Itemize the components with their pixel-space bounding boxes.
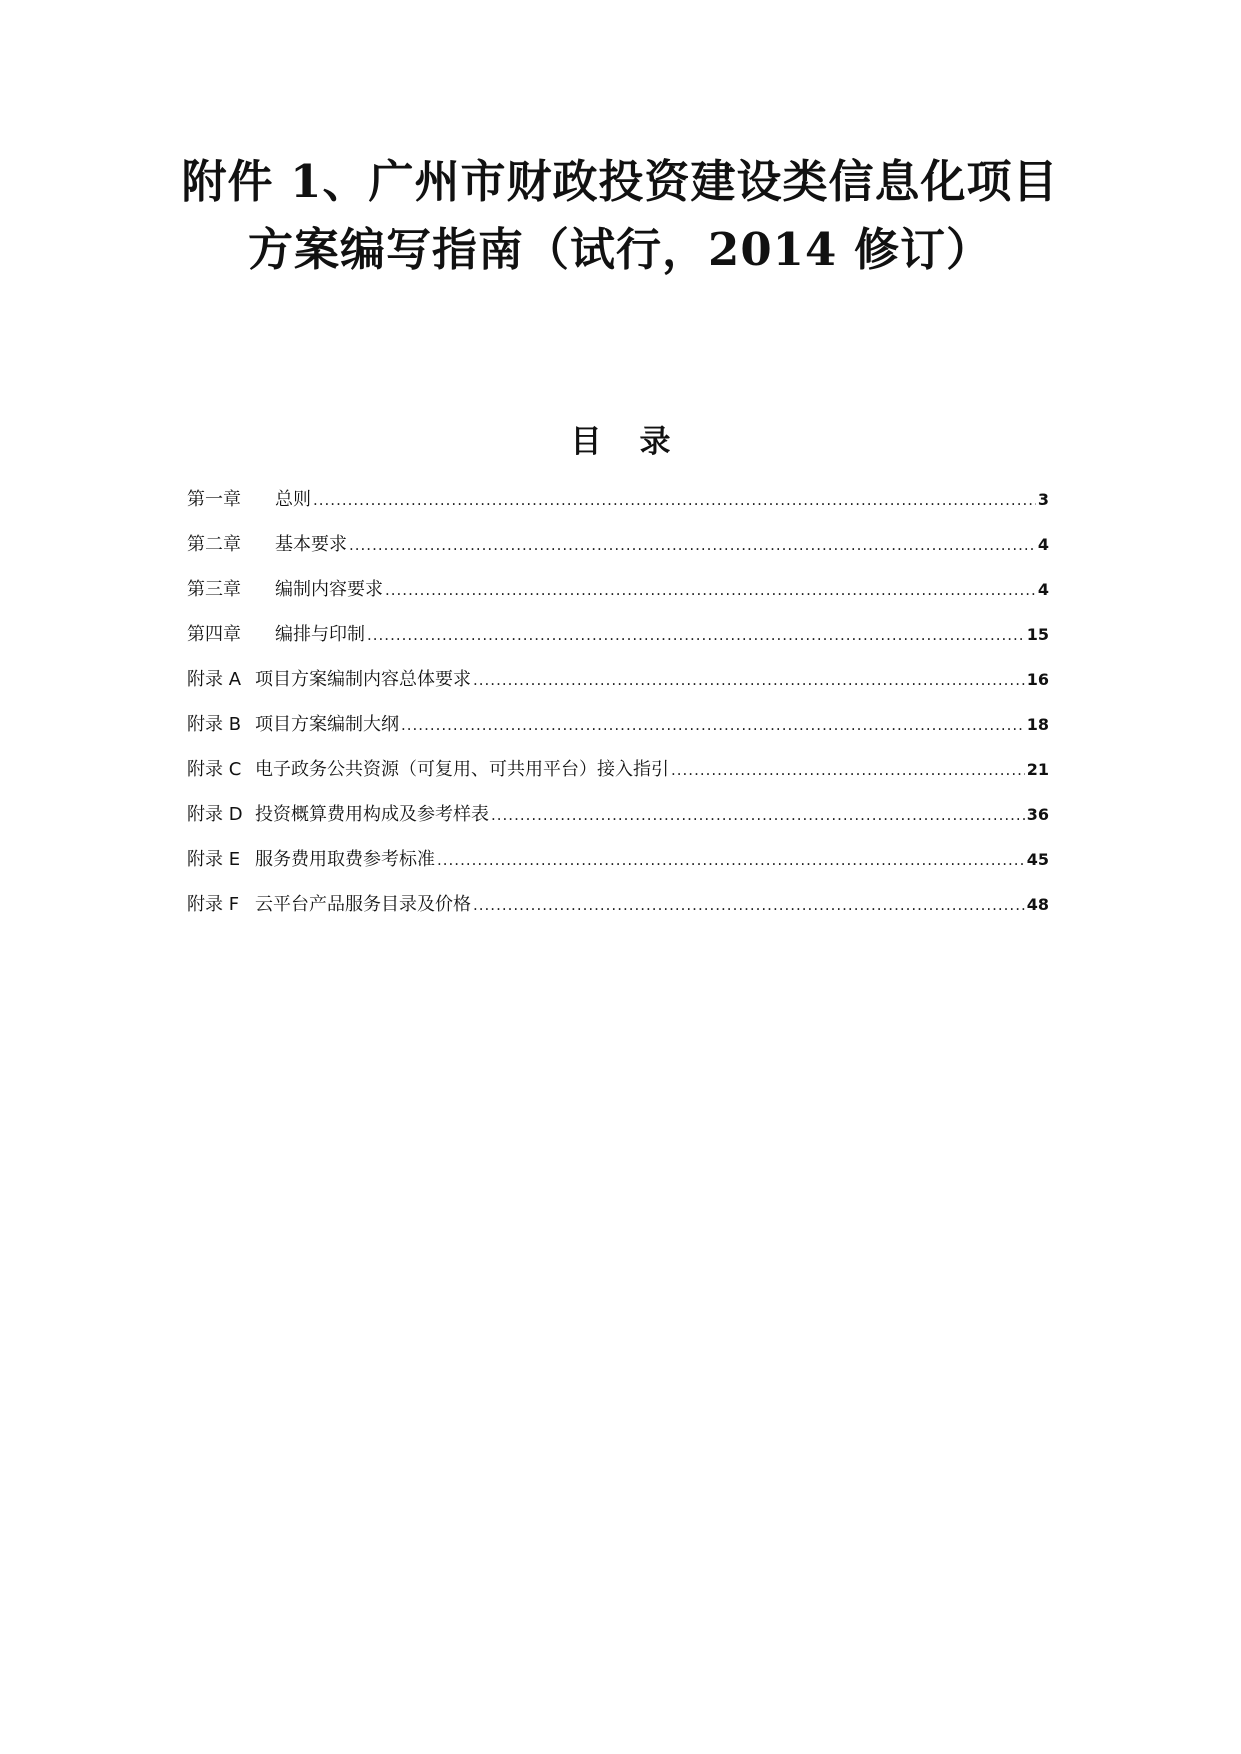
toc-entry-chapter-1[interactable] [187, 485, 1049, 530]
toc-entry-number: 第一章 [187, 489, 241, 510]
toc-entry-number: 附录 C [187, 759, 242, 780]
toc-heading-char-2: 录 [639, 424, 671, 460]
toc-entry-page: 21 [1026, 760, 1049, 779]
toc-entry-title: 云平台产品服务目录及价格 [255, 894, 471, 915]
toc-entry-number: 第二章 [187, 534, 241, 555]
toc-entry-number: 附录 D [187, 804, 243, 825]
dot-leader [491, 800, 1025, 830]
toc-entry-chapter-4[interactable] [187, 620, 1049, 665]
toc-entry-appendix-f[interactable] [187, 890, 1049, 935]
toc-heading-char-1: 目 [570, 424, 602, 460]
document-title-line-1: 附件 1、广州市财政投资建设类信息化项目 [181, 155, 1059, 208]
toc-entry-title: 基本要求 [275, 534, 347, 555]
dot-leader [367, 620, 1025, 650]
toc-entry-page: 16 [1026, 670, 1049, 689]
table-of-contents [187, 485, 1049, 935]
toc-entry-chapter-2[interactable] [187, 530, 1049, 575]
toc-entry-page: 36 [1026, 805, 1049, 824]
toc-heading [0, 422, 1241, 462]
toc-entry-title: 投资概算费用构成及参考样表 [255, 804, 489, 825]
toc-entry-appendix-a[interactable] [187, 665, 1049, 710]
toc-entry-page: 48 [1026, 895, 1049, 914]
dot-leader [437, 845, 1025, 875]
toc-entry-page: 15 [1026, 625, 1049, 644]
toc-entry-appendix-c[interactable] [187, 755, 1049, 800]
toc-entry-title: 项目方案编制大纲 [255, 714, 399, 735]
dot-leader [473, 890, 1025, 920]
toc-entry-title: 总则 [275, 489, 311, 510]
toc-entry-appendix-e[interactable] [187, 845, 1049, 890]
toc-entry-number: 附录 A [187, 669, 242, 690]
toc-entry-title: 编制内容要求 [275, 579, 383, 600]
dot-leader [671, 755, 1025, 785]
toc-entry-appendix-b[interactable] [187, 710, 1049, 755]
toc-entry-title: 项目方案编制内容总体要求 [255, 669, 471, 690]
toc-entry-title: 编排与印制 [275, 624, 365, 645]
toc-entry-number: 第三章 [187, 579, 241, 600]
dot-leader [385, 575, 1036, 605]
toc-entry-number: 附录 B [187, 714, 242, 735]
toc-entry-page: 4 [1037, 580, 1049, 599]
toc-entry-page: 4 [1037, 535, 1049, 554]
toc-entry-number: 第四章 [187, 624, 241, 645]
dot-leader [313, 485, 1036, 515]
toc-entry-title: 电子政务公共资源（可复用、可共用平台）接入指引 [255, 759, 669, 780]
toc-entry-page: 45 [1026, 850, 1049, 869]
toc-entry-number: 附录 E [187, 849, 241, 870]
toc-entry-chapter-3[interactable] [187, 575, 1049, 620]
document-title [150, 148, 1090, 284]
dot-leader [473, 665, 1025, 695]
dot-leader [401, 710, 1025, 740]
dot-leader [349, 530, 1036, 560]
toc-entry-page: 18 [1026, 715, 1049, 734]
toc-entry-title: 服务费用取费参考标准 [255, 849, 435, 870]
toc-entry-page: 3 [1037, 490, 1049, 509]
toc-entry-appendix-d[interactable] [187, 800, 1049, 845]
toc-entry-number: 附录 F [187, 894, 240, 915]
document-title-line-2: 方案编写指南（试行，2014 修订） [248, 223, 992, 276]
